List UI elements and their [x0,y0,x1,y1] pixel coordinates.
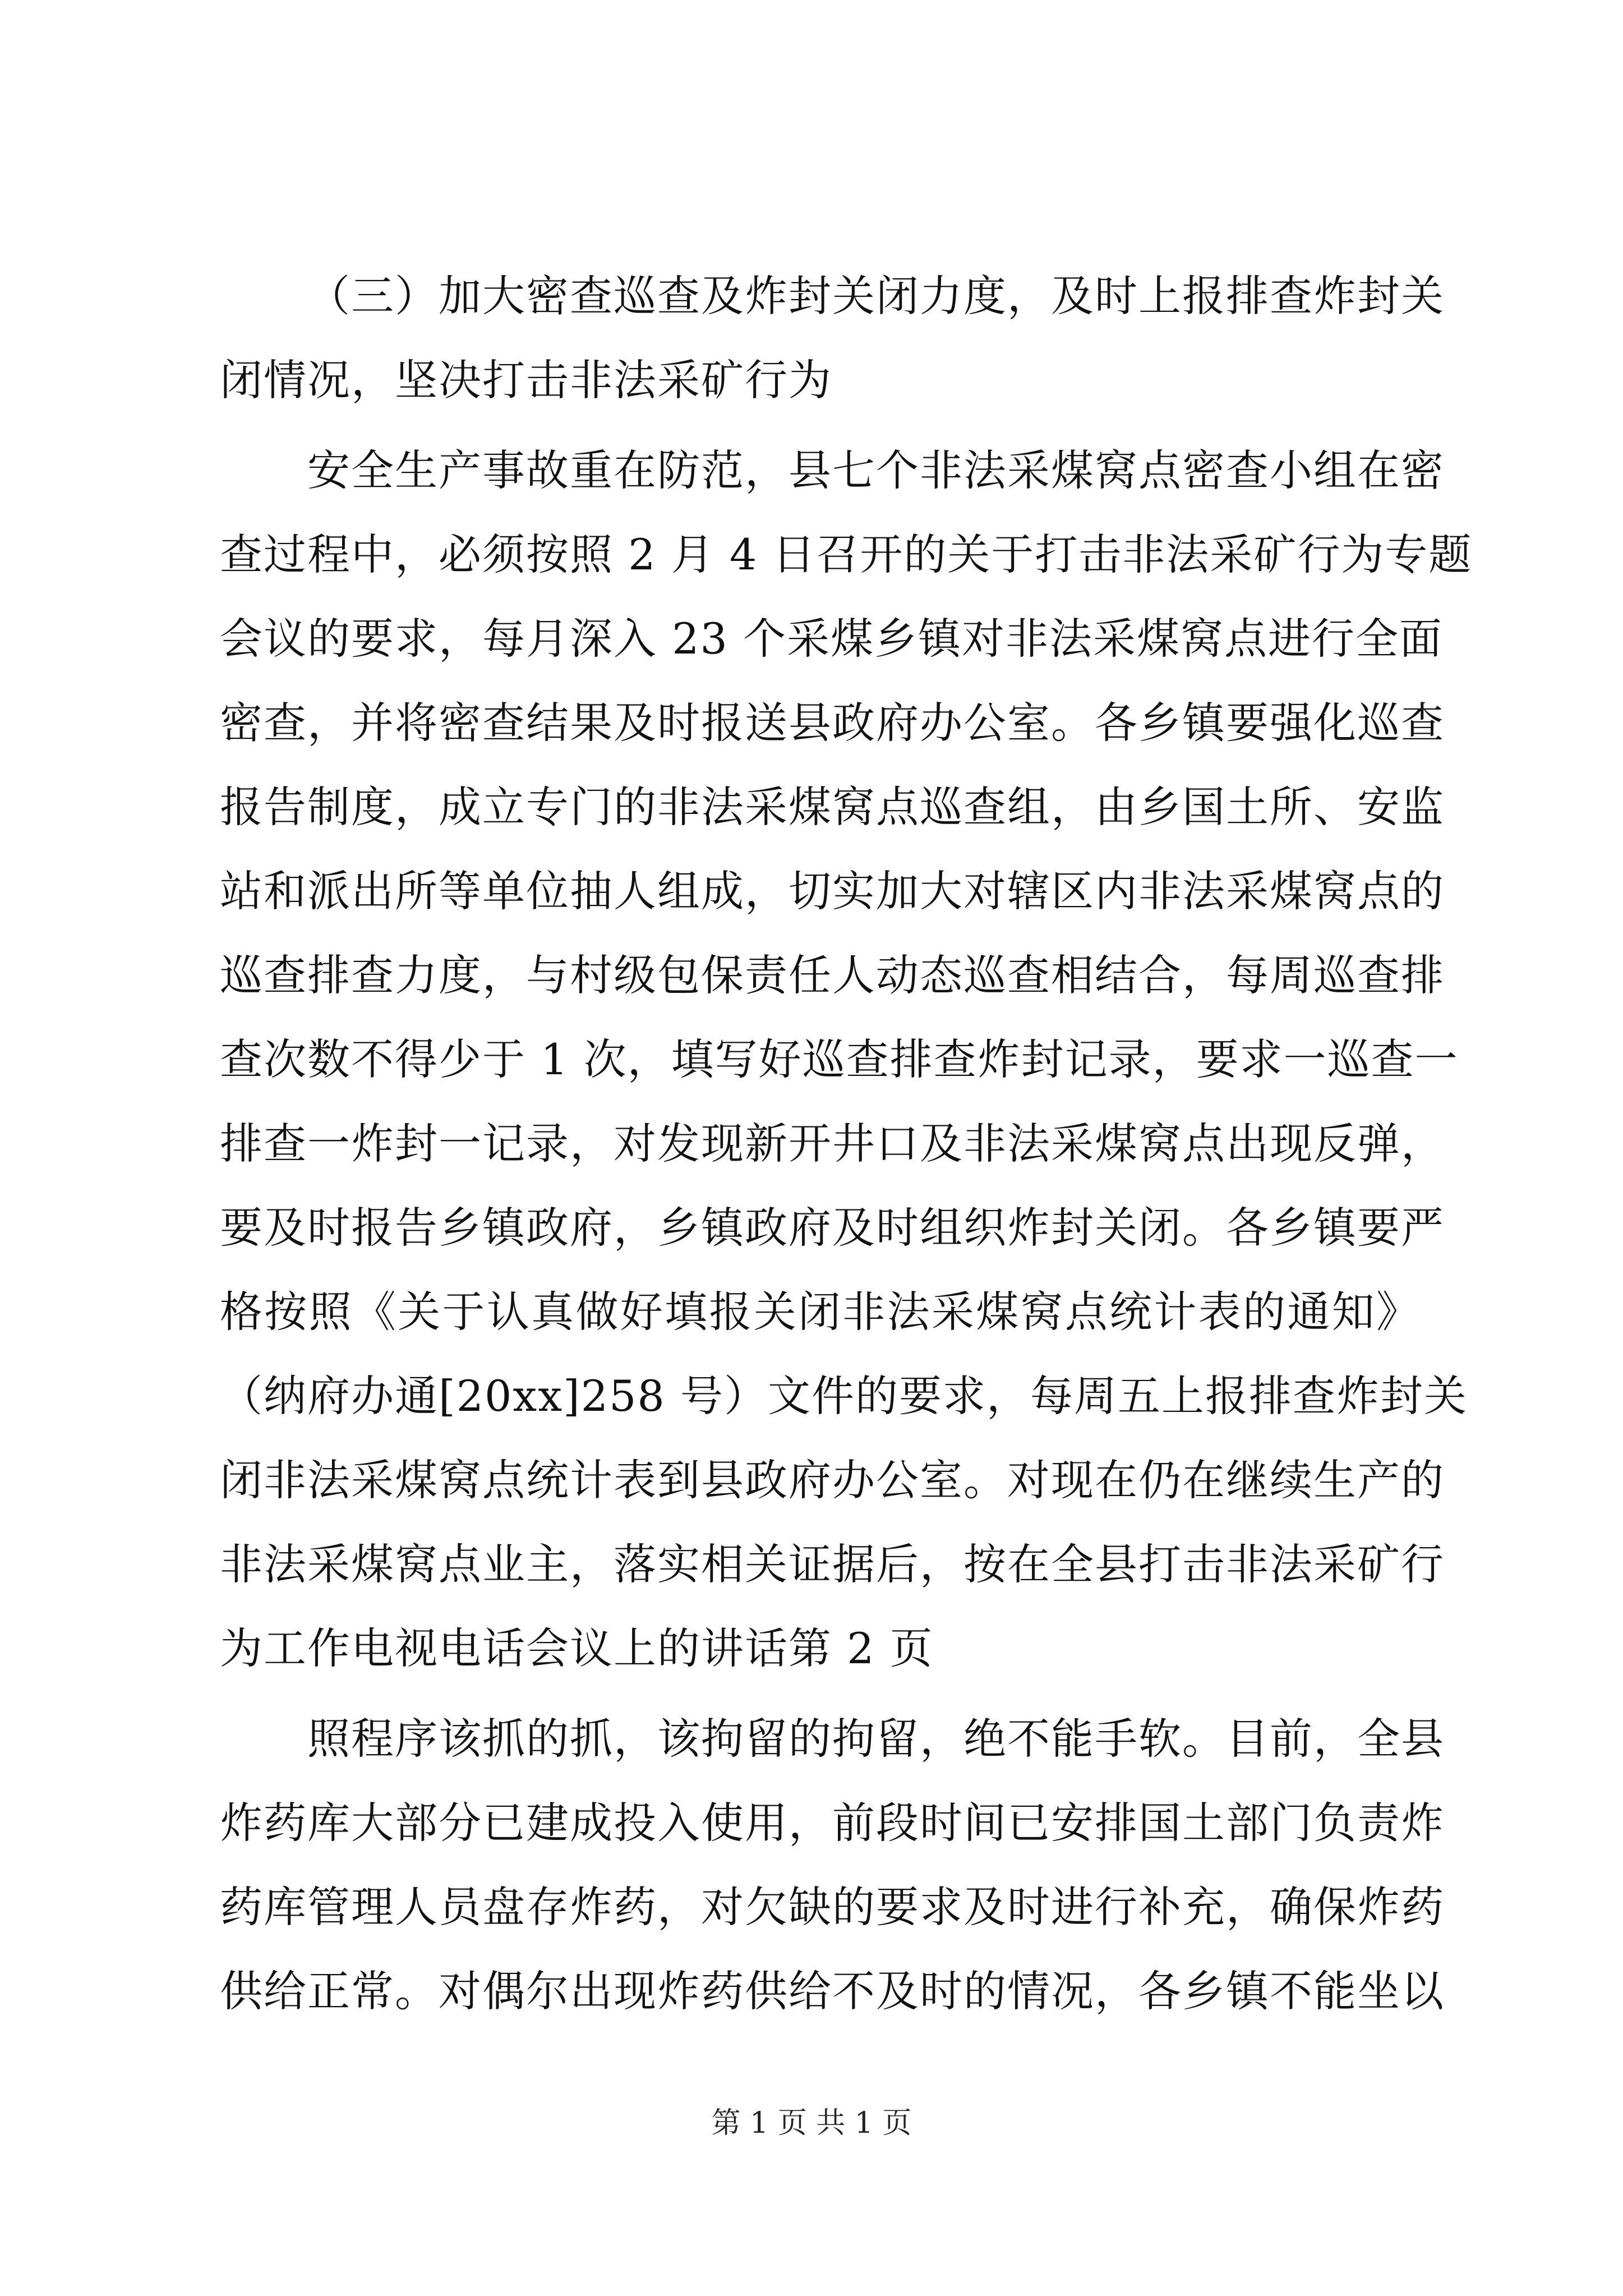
paragraph-line: 要及时报告乡镇政府，乡镇政府及时组织炸封关闭。各乡镇要严 [220,1203,1445,1253]
paragraph-line: 站和派出所等单位抽人组成，切实加大对辖区内非法采煤窝点的 [220,866,1445,916]
paragraph-line: 非法采煤窝点业主，落实相关证据后，按在全县打击非法采矿行 [220,1539,1445,1589]
paragraph-line: 为工作电视电话会议上的讲话第 2 页 [220,1623,934,1673]
paragraph-line: 炸药库大部分已建成投入使用，前段时间已安排国土部门负责炸 [220,1798,1445,1848]
paragraph-line: （纳府办通[20xx]258 号）文件的要求，每周五上报排查炸封关 [220,1371,1468,1421]
paragraph-line: 报告制度，成立专门的非法采煤窝点巡查组，由乡国土所、安监 [220,782,1445,832]
paragraph-line: 排查一炸封一记录，对发现新开井口及非法采煤窝点出现反弹， [220,1119,1445,1168]
page-number-footer: 第 1 页 共 1 页 [711,2106,912,2140]
section-heading-line-2: 闭情况，坚决打击非法采矿行为 [220,355,832,405]
paragraph-line: 供给正常。对偶尔出现炸药供给不及时的情况，各乡镇不能坐以 [220,1966,1445,2016]
paragraph-line: 照程序该抓的抓，该拘留的拘留，绝不能手软。目前，全县 [307,1714,1445,1764]
paragraph-line: 密查，并将密查结果及时报送县政府办公室。各乡镇要强化巡查 [220,698,1445,748]
section-heading-line-1: （三）加大密查巡查及炸封关闭力度，及时上报排查炸封关 [307,271,1445,321]
paragraph-line: 安全生产事故重在防范，县七个非法采煤窝点密查小组在密 [307,445,1445,495]
paragraph-line: 格按照《关于认真做好填报关闭非法采煤窝点统计表的通知》 [220,1287,1420,1337]
paragraph-line: 会议的要求，每月深入 23 个采煤乡镇对非法采煤窝点进行全面 [220,614,1444,664]
paragraph-line: 查过程中，必须按照 2 月 4 日召开的关于打击非法采矿行为专题 [220,530,1473,579]
paragraph-line: 查次数不得少于 1 次，填写好巡查排查炸封记录，要求一巡查一 [220,1034,1459,1084]
paragraph-line: 闭非法采煤窝点统计表到县政府办公室。对现在仍在继续生产的 [220,1455,1445,1505]
paragraph-line: 巡查排查力度，与村级包保责任人动态巡查相结合，每周巡查排 [220,950,1445,1000]
paragraph-line: 药库管理人员盘存炸药，对欠缺的要求及时进行补充，确保炸药 [220,1882,1445,1932]
